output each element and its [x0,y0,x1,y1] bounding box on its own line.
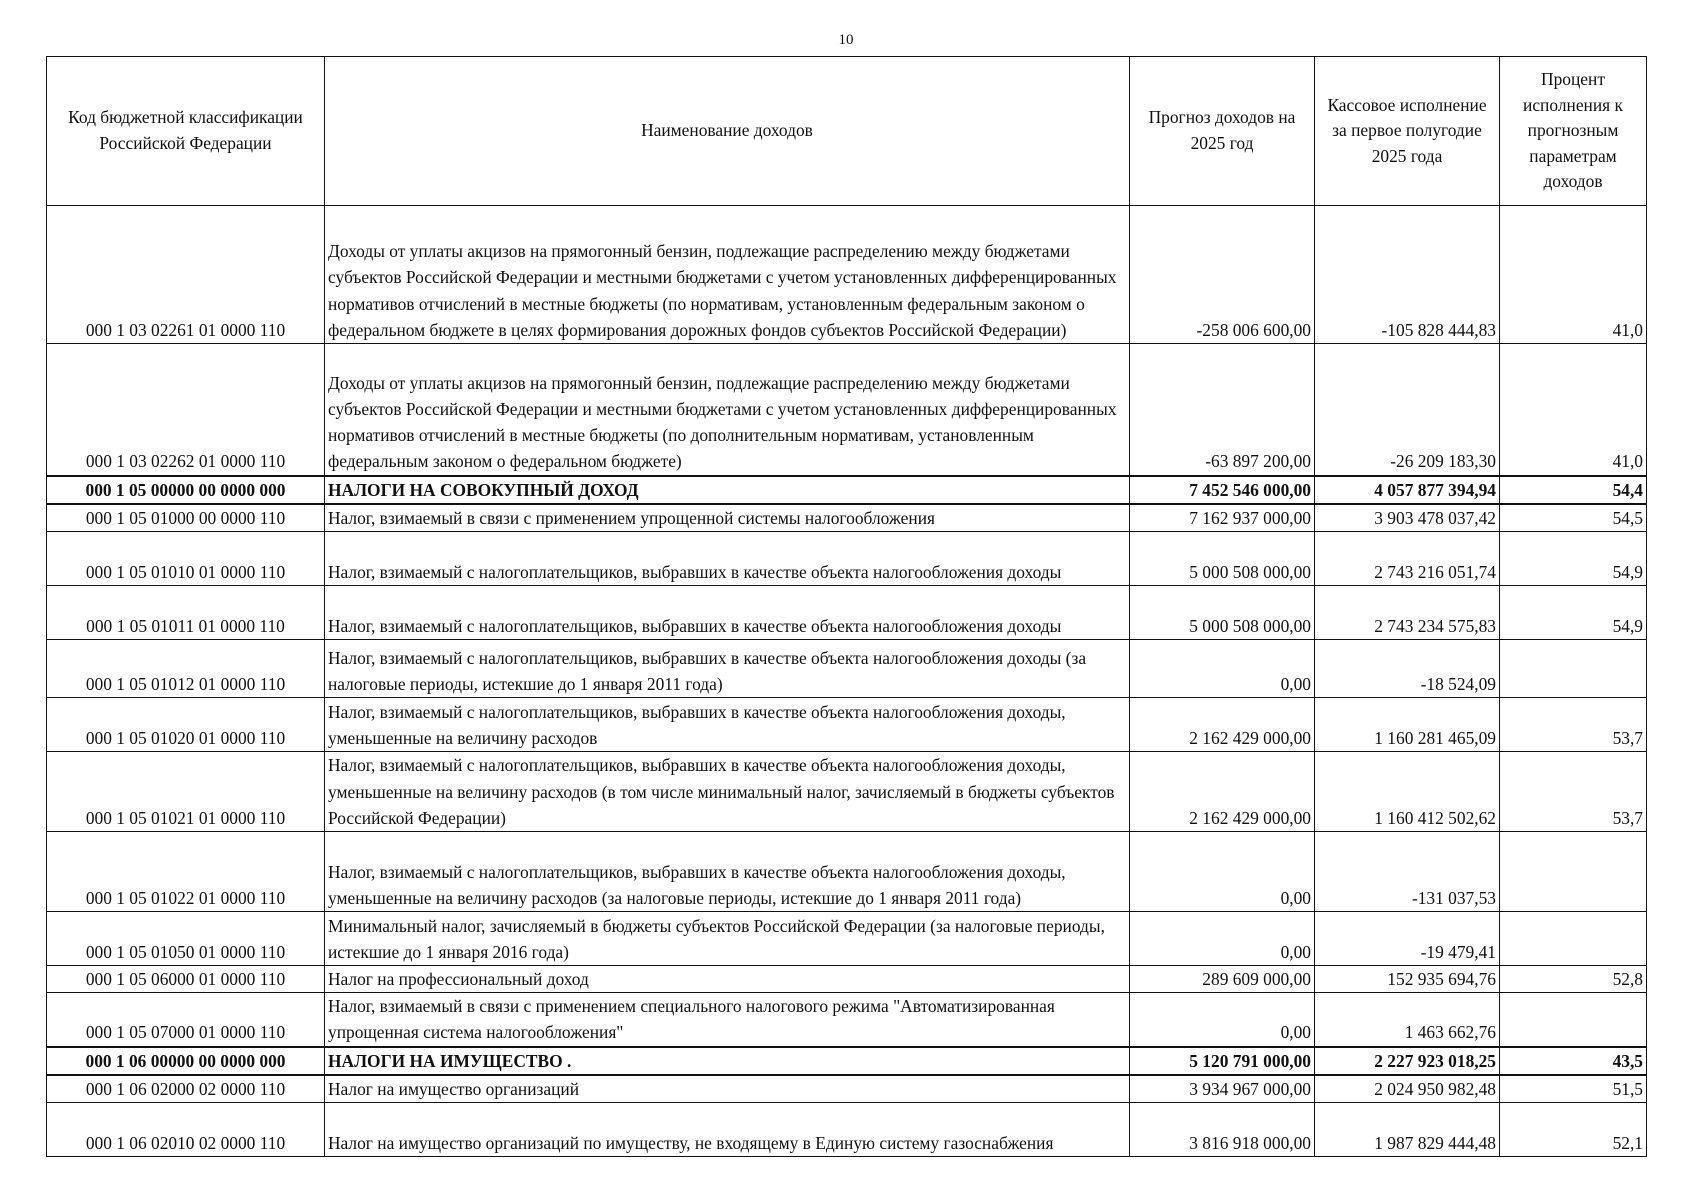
revenue-name: Налог, взимаемый с налогоплательщиков, выбравших в качестве объекта налогообложения доходы, уменьшенные на величину расходов (за налоговые периоды, истекшие до 1 января 2011 года) [325,831,1130,911]
table-header [47,57,1647,206]
forecast-value: 0,00 [1130,831,1315,911]
budget-code: 000 1 05 01012 01 0000 110 [47,639,325,697]
percent-value: 52,8 [1500,965,1647,992]
budget-code: 000 1 05 01010 01 0000 110 [47,531,325,585]
budget-code: 000 1 05 01050 01 0000 110 [47,911,325,965]
percent-value: 43,5 [1500,1047,1647,1075]
forecast-value: 0,00 [1130,911,1315,965]
table-row [47,585,1647,639]
revenue-name: Налог, взимаемый с налогоплательщиков, выбравших в качестве объекта налогообложения доходы [325,531,1130,585]
revenue-name: Налог, взимаемый с налогоплательщиков, выбравших в качестве объекта налогообложения доходы, уменьшенные на величину расходов (в том числе минимальный налог, зачисляемый в бюджеты субъектов Российской Федерации) [325,751,1130,831]
execution-value: 1 160 281 465,09 [1315,697,1500,751]
header-name: Наименование доходов [325,57,1130,206]
revenue-name: Налог, взимаемый в связи с применением упрощенной системы налогообложения [325,504,1130,532]
forecast-value: 5 120 791 000,00 [1130,1047,1315,1075]
forecast-value: 2 162 429 000,00 [1130,697,1315,751]
table-body [47,206,1647,1157]
budget-code: 000 1 05 01022 01 0000 110 [47,831,325,911]
table-row [47,831,1647,911]
table-row [47,1103,1647,1157]
percent-value: 41,0 [1500,344,1647,476]
forecast-value: -63 897 200,00 [1130,344,1315,476]
budget-code: 000 1 05 00000 00 0000 000 [47,476,325,504]
budget-code: 000 1 05 01020 01 0000 110 [47,697,325,751]
revenue-name: Налог, взимаемый с налогоплательщиков, выбравших в качестве объекта налогообложения доходы, уменьшенные на величину расходов [325,697,1130,751]
percent-value [1500,993,1647,1047]
header-execution: Кассовое исполнение за первое полугодие 2025 года [1315,57,1500,206]
revenue-name: Налог на имущество организаций [325,1075,1130,1103]
header-code: Код бюджетной классификации Российской Федерации [47,57,325,206]
budget-code: 000 1 05 01021 01 0000 110 [47,751,325,831]
table-row [47,206,1647,344]
forecast-value: 5 000 508 000,00 [1130,585,1315,639]
budget-code: 000 1 05 06000 01 0000 110 [47,965,325,992]
execution-value: 2 743 234 575,83 [1315,585,1500,639]
revenue-name: Налог, взимаемый в связи с применением специального налогового режима "Автоматизированная упрощенная система налогообложения" [325,993,1130,1047]
forecast-value: 7 162 937 000,00 [1130,504,1315,532]
forecast-value: 5 000 508 000,00 [1130,531,1315,585]
percent-value: 54,9 [1500,585,1647,639]
budget-code: 000 1 05 01011 01 0000 110 [47,585,325,639]
revenue-name: Доходы от уплаты акцизов на прямогонный бензин, подлежащие распределению между бюджетами субъектов Российской Федерации и местными бюджетами с учетом установленных дифференцированных нормативов отчислений в местные бюджеты (по дополнительным нормативам, установленным федеральным законом о федеральном бюджете) [325,344,1130,476]
table-row [47,993,1647,1047]
execution-value: 2 024 950 982,48 [1315,1075,1500,1103]
revenue-name: Доходы от уплаты акцизов на прямогонный бензин, подлежащие распределению между бюджетами субъектов Российской Федерации и местными бюджетами с учетом установленных дифференцированных нормативов отчислений в местные бюджеты (по нормативам, установленным федеральным законом о федеральном бюджете в целях формирования дорожных фондов субъектов Российской Федерации) [325,206,1130,344]
table-row [47,344,1647,476]
revenue-table [46,56,1647,1157]
execution-value: 1 463 662,76 [1315,993,1500,1047]
forecast-value: 289 609 000,00 [1130,965,1315,992]
header-percent: Процент исполнения к прогнозным параметрам доходов [1500,57,1647,206]
table-row [47,531,1647,585]
execution-value: 2 743 216 051,74 [1315,531,1500,585]
budget-code: 000 1 06 00000 00 0000 000 [47,1047,325,1075]
execution-value: 2 227 923 018,25 [1315,1047,1500,1075]
percent-value [1500,911,1647,965]
budget-code: 000 1 05 01000 00 0000 110 [47,504,325,532]
forecast-value: 3 816 918 000,00 [1130,1103,1315,1157]
execution-value: -19 479,41 [1315,911,1500,965]
percent-value: 54,5 [1500,504,1647,532]
table-row [47,911,1647,965]
execution-value: 1 160 412 502,62 [1315,751,1500,831]
percent-value: 41,0 [1500,206,1647,344]
header-forecast: Прогноз доходов на 2025 год [1130,57,1315,206]
budget-code: 000 1 06 02000 02 0000 110 [47,1075,325,1103]
execution-value: 3 903 478 037,42 [1315,504,1500,532]
revenue-name: Налог на имущество организаций по имуществу, не входящему в Единую систему газоснабжения [325,1103,1130,1157]
budget-code: 000 1 03 02262 01 0000 110 [47,344,325,476]
table-row-section [47,1047,1647,1075]
table-row [47,751,1647,831]
percent-value [1500,639,1647,697]
forecast-value: 0,00 [1130,993,1315,1047]
execution-value: -18 524,09 [1315,639,1500,697]
budget-code: 000 1 05 07000 01 0000 110 [47,993,325,1047]
execution-value: 1 987 829 444,48 [1315,1103,1500,1157]
revenue-name: Налог, взимаемый с налогоплательщиков, выбравших в качестве объекта налогообложения доходы [325,585,1130,639]
revenue-name: Налог, взимаемый с налогоплательщиков, выбравших в качестве объекта налогообложения доходы (за налоговые периоды, истекшие до 1 января 2011 года) [325,639,1130,697]
forecast-value: -258 006 600,00 [1130,206,1315,344]
revenue-name: НАЛОГИ НА ИМУЩЕСТВО . [325,1047,1130,1075]
execution-value: -131 037,53 [1315,831,1500,911]
table-row [47,1075,1647,1103]
forecast-value: 7 452 546 000,00 [1130,476,1315,504]
revenue-name: Налог на профессиональный доход [325,965,1130,992]
table-row [47,639,1647,697]
percent-value: 53,7 [1500,751,1647,831]
percent-value: 53,7 [1500,697,1647,751]
percent-value: 54,9 [1500,531,1647,585]
table-row [47,697,1647,751]
percent-value: 52,1 [1500,1103,1647,1157]
page-number: 10 [838,32,854,48]
forecast-value: 0,00 [1130,639,1315,697]
forecast-value: 3 934 967 000,00 [1130,1075,1315,1103]
percent-value [1500,831,1647,911]
table-row [47,965,1647,992]
forecast-value: 2 162 429 000,00 [1130,751,1315,831]
table-row [47,504,1647,532]
execution-value: -105 828 444,83 [1315,206,1500,344]
execution-value: -26 209 183,30 [1315,344,1500,476]
revenue-name: НАЛОГИ НА СОВОКУПНЫЙ ДОХОД [325,476,1130,504]
percent-value: 51,5 [1500,1075,1647,1103]
revenue-name: Минимальный налог, зачисляемый в бюджеты субъектов Российской Федерации (за налоговые периоды, истекшие до 1 января 2016 года) [325,911,1130,965]
execution-value: 152 935 694,76 [1315,965,1500,992]
percent-value: 54,4 [1500,476,1647,504]
execution-value: 4 057 877 394,94 [1315,476,1500,504]
budget-code: 000 1 03 02261 01 0000 110 [47,206,325,344]
budget-code: 000 1 06 02010 02 0000 110 [47,1103,325,1157]
header-row [47,57,1647,206]
table-row-section [47,476,1647,504]
